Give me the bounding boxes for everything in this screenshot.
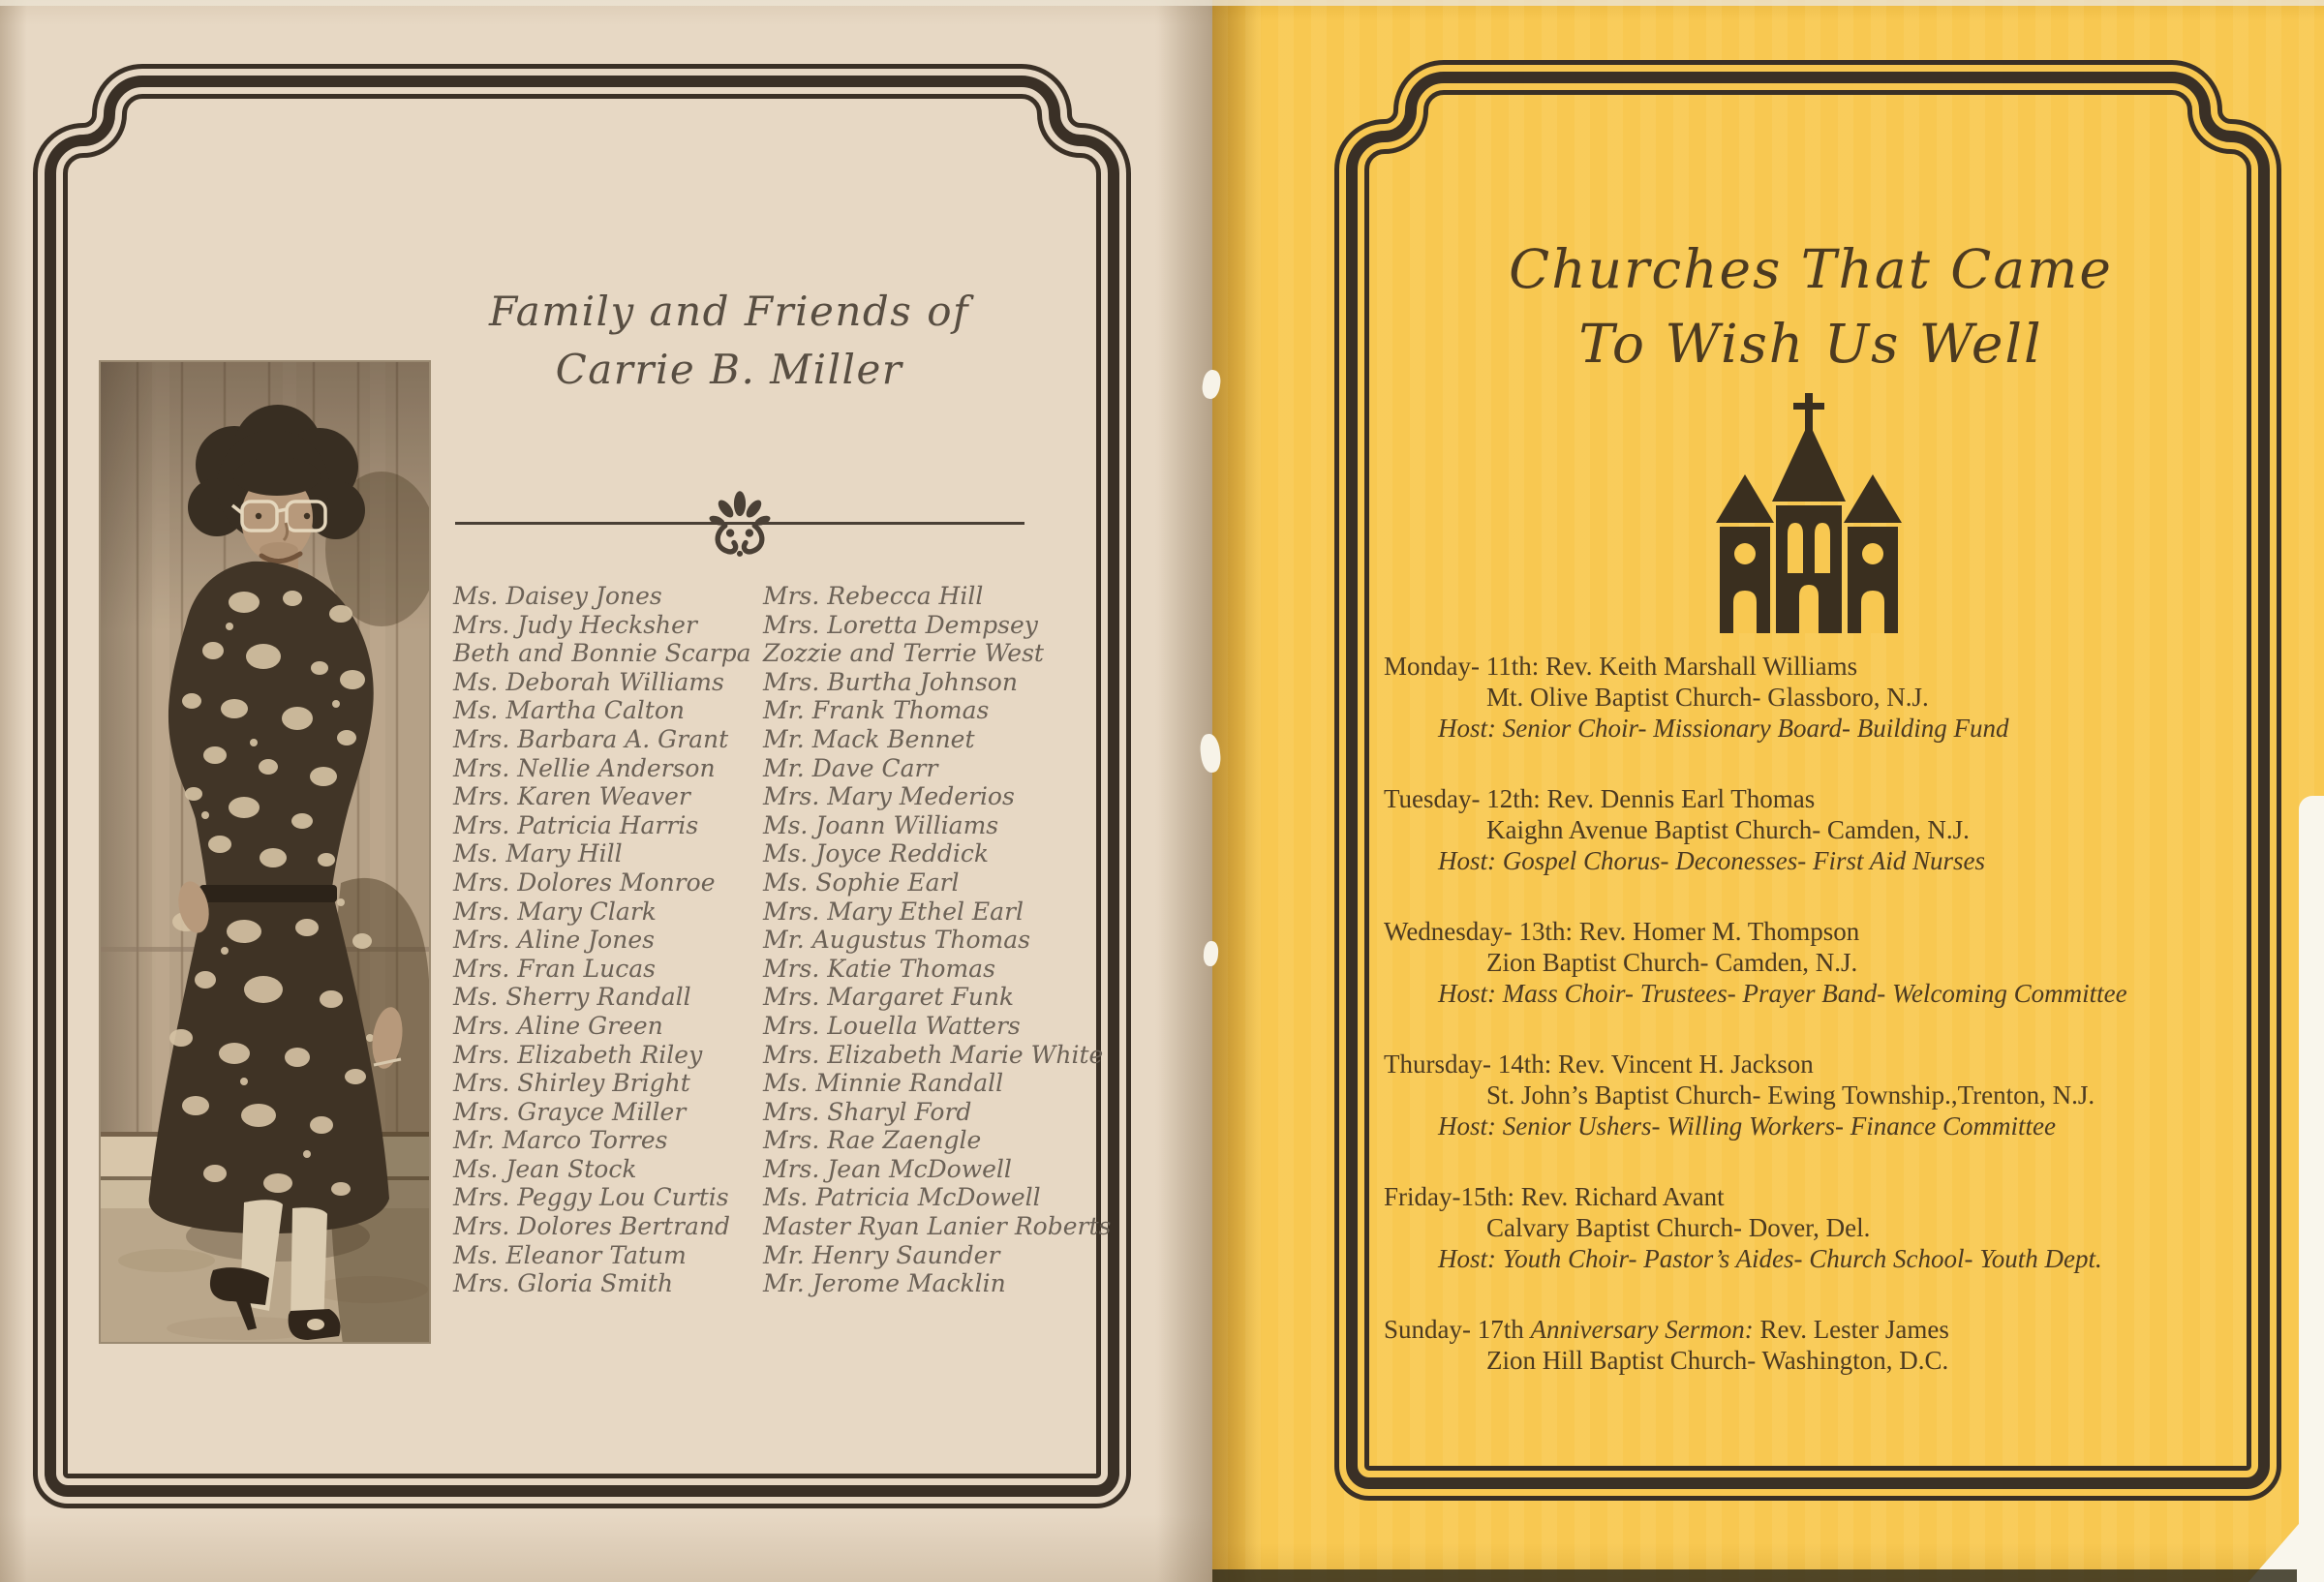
- list-item: Beth and Bonnie Scarpa: [453, 639, 751, 668]
- page-title-line1: Family and Friends of: [488, 288, 970, 335]
- list-item: Mr. Jerome Macklin: [763, 1269, 1006, 1298]
- schedule-day-line: Wednesday- 13th: Rev. Homer M. Thompson: [1384, 917, 1860, 946]
- list-item: Ms. Jean Stock: [453, 1154, 637, 1183]
- list-item: Mrs. Margaret Funk: [763, 983, 1015, 1012]
- schedule-host-line: Host: Gospel Chorus- Deconesses- First Aid Nurses: [1438, 846, 1985, 875]
- schedule-day-line: Monday- 11th: Rev. Keith Marshall Williams: [1384, 652, 1858, 681]
- names-column-1: [453, 582, 750, 1298]
- list-item: Mr. Henry Saunder: [763, 1240, 1000, 1269]
- schedule-host-line: Host: Mass Choir- Trustees- Prayer Band- Welcoming Committee: [1438, 979, 2127, 1008]
- sunday-suffix: Rev. Lester James: [1753, 1315, 1949, 1344]
- schedule-entry-monday: [1384, 651, 2265, 744]
- list-item: Mrs. Loretta Dempsey: [763, 610, 1038, 639]
- list-item: Mrs. Grayce Miller: [453, 1097, 687, 1126]
- list-item: Ms. Sophie Earl: [763, 867, 960, 897]
- schedule-entry-wednesday: [1384, 916, 2265, 1009]
- list-item: Mrs. Aline Green: [453, 1011, 663, 1040]
- list-item: Mrs. Mary Clark: [453, 897, 657, 926]
- schedule-entry-friday: [1384, 1181, 2265, 1274]
- list-item: Mrs. Elizabeth Riley: [453, 1040, 703, 1069]
- schedule-church-line: Calvary Baptist Church- Dover, Del.: [1486, 1213, 1871, 1242]
- list-item: Mrs. Dolores Monroe: [453, 867, 716, 897]
- page-title-line2: To Wish Us Well: [1578, 313, 2043, 375]
- list-item: Mrs. Fran Lucas: [453, 954, 656, 983]
- list-item: Mrs. Peggy Lou Curtis: [453, 1183, 729, 1212]
- schedule-day-line: Friday-15th: Rev. Richard Avant: [1384, 1182, 1725, 1211]
- list-item: Mrs. Dolores Bertrand: [453, 1212, 731, 1241]
- list-item: Ms. Minnie Randall: [763, 1069, 1004, 1098]
- list-item: Ms. Mary Hill: [453, 839, 623, 868]
- list-item: Mrs. Elizabeth Marie White: [763, 1040, 1104, 1069]
- schedule-day-line: Thursday- 14th: Rev. Vincent H. Jackson: [1384, 1050, 1814, 1079]
- list-item: Ms. Joann Williams: [763, 810, 999, 839]
- schedule-church-line: Zion Baptist Church- Camden, N.J.: [1486, 948, 1858, 977]
- schedule-host-line: Host: Youth Choir- Pastor’s Aides- Church School- Youth Dept.: [1438, 1244, 2102, 1273]
- list-item: Master Ryan Lanier Roberts: [763, 1212, 1112, 1241]
- schedule-entry-thursday: [1384, 1049, 2265, 1141]
- list-item: Mrs. Patricia Harris: [453, 810, 699, 839]
- list-item: Mrs. Sharyl Ford: [763, 1097, 972, 1126]
- schedule-church-line: Kaighn Avenue Baptist Church- Camden, N.J.: [1486, 815, 1970, 844]
- list-item: Mrs. Louella Watters: [763, 1011, 1021, 1040]
- list-item: Mr. Dave Carr: [763, 753, 938, 782]
- list-item: Ms. Sherry Randall: [453, 983, 691, 1012]
- page-edge-shadow: [1212, 1569, 2297, 1582]
- scan-top-edge: [0, 0, 2324, 6]
- list-item: Mr. Frank Thomas: [763, 696, 990, 725]
- spine-shadow-right: [1212, 0, 1263, 1582]
- schedule-host-line: Host: Senior Choir- Missionary Board- Building Fund: [1438, 714, 2009, 743]
- list-item: Ms. Joyce Reddick: [763, 839, 990, 868]
- list-item: Mrs. Mary Ethel Earl: [763, 897, 1024, 926]
- schedule-day-line: [1384, 1314, 2265, 1345]
- schedule-day-line: Tuesday- 12th: Rev. Dennis Earl Thomas: [1384, 784, 1816, 813]
- list-item: Mr. Mack Bennet: [763, 724, 975, 753]
- list-item: Mrs. Katie Thomas: [763, 954, 995, 983]
- list-item: Zozzie and Terrie West: [763, 639, 1044, 668]
- list-item: Mrs. Rebecca Hill: [763, 582, 984, 610]
- schedule-host-line: Host: Senior Ushers- Willing Workers- Finance Committee: [1438, 1111, 2056, 1141]
- list-item: Mrs. Mary Mederios: [763, 782, 1015, 811]
- list-item: Ms. Martha Calton: [453, 696, 686, 725]
- list-item: Ms. Daisey Jones: [453, 582, 662, 610]
- sunday-emphasis: Anniversary Sermon:: [1530, 1315, 1754, 1344]
- list-item: Mr. Marco Torres: [453, 1126, 668, 1155]
- spine-shadow-left: [1158, 0, 1212, 1582]
- church-icon: [1710, 393, 1908, 633]
- list-item: Ms. Deborah Williams: [453, 667, 724, 696]
- portrait-photo: [99, 360, 431, 1344]
- list-item: Ms. Patricia McDowell: [763, 1183, 1041, 1212]
- list-item: Ms. Eleanor Tatum: [453, 1240, 687, 1269]
- page-title-line2: Carrie B. Miller: [555, 346, 903, 393]
- list-item: Mrs. Nellie Anderson: [453, 753, 716, 782]
- page-title-line1: Churches That Came: [1509, 238, 2113, 300]
- schedule-church-line: Mt. Olive Baptist Church- Glassboro, N.J.: [1486, 683, 1929, 712]
- list-item: Mrs. Shirley Bright: [453, 1069, 690, 1098]
- list-item: Mrs. Rae Zaengle: [763, 1126, 982, 1155]
- list-item: Mrs. Karen Weaver: [453, 782, 690, 811]
- schedule-list: [1384, 651, 2265, 1415]
- schedule-church-line: St. John’s Baptist Church- Ewing Township.,Trenton, N.J.: [1486, 1080, 2095, 1110]
- list-item: Mrs. Jean McDowell: [763, 1154, 1012, 1183]
- page-title: [1375, 232, 2247, 381]
- list-item: Mrs. Burtha Johnson: [763, 667, 1018, 696]
- list-item: Mrs. Barbara A. Grant: [453, 724, 729, 753]
- floral-ornament-icon: [703, 488, 777, 563]
- scan-edge-strip: [2299, 796, 2324, 1582]
- list-item: Mr. Augustus Thomas: [763, 926, 1030, 955]
- list-item: Mrs. Judy Hecksher: [453, 610, 697, 639]
- list-item: Mrs. Gloria Smith: [453, 1269, 674, 1298]
- sunday-prefix: Sunday- 17th: [1384, 1315, 1531, 1344]
- names-column-2: [763, 582, 1111, 1298]
- schedule-entry-sunday: [1384, 1314, 2265, 1376]
- list-item: Mrs. Aline Jones: [453, 926, 655, 955]
- schedule-entry-tuesday: [1384, 783, 2265, 876]
- page-title: [390, 283, 1068, 399]
- schedule-church-line: Zion Hill Baptist Church- Washington, D.C.: [1486, 1346, 1949, 1375]
